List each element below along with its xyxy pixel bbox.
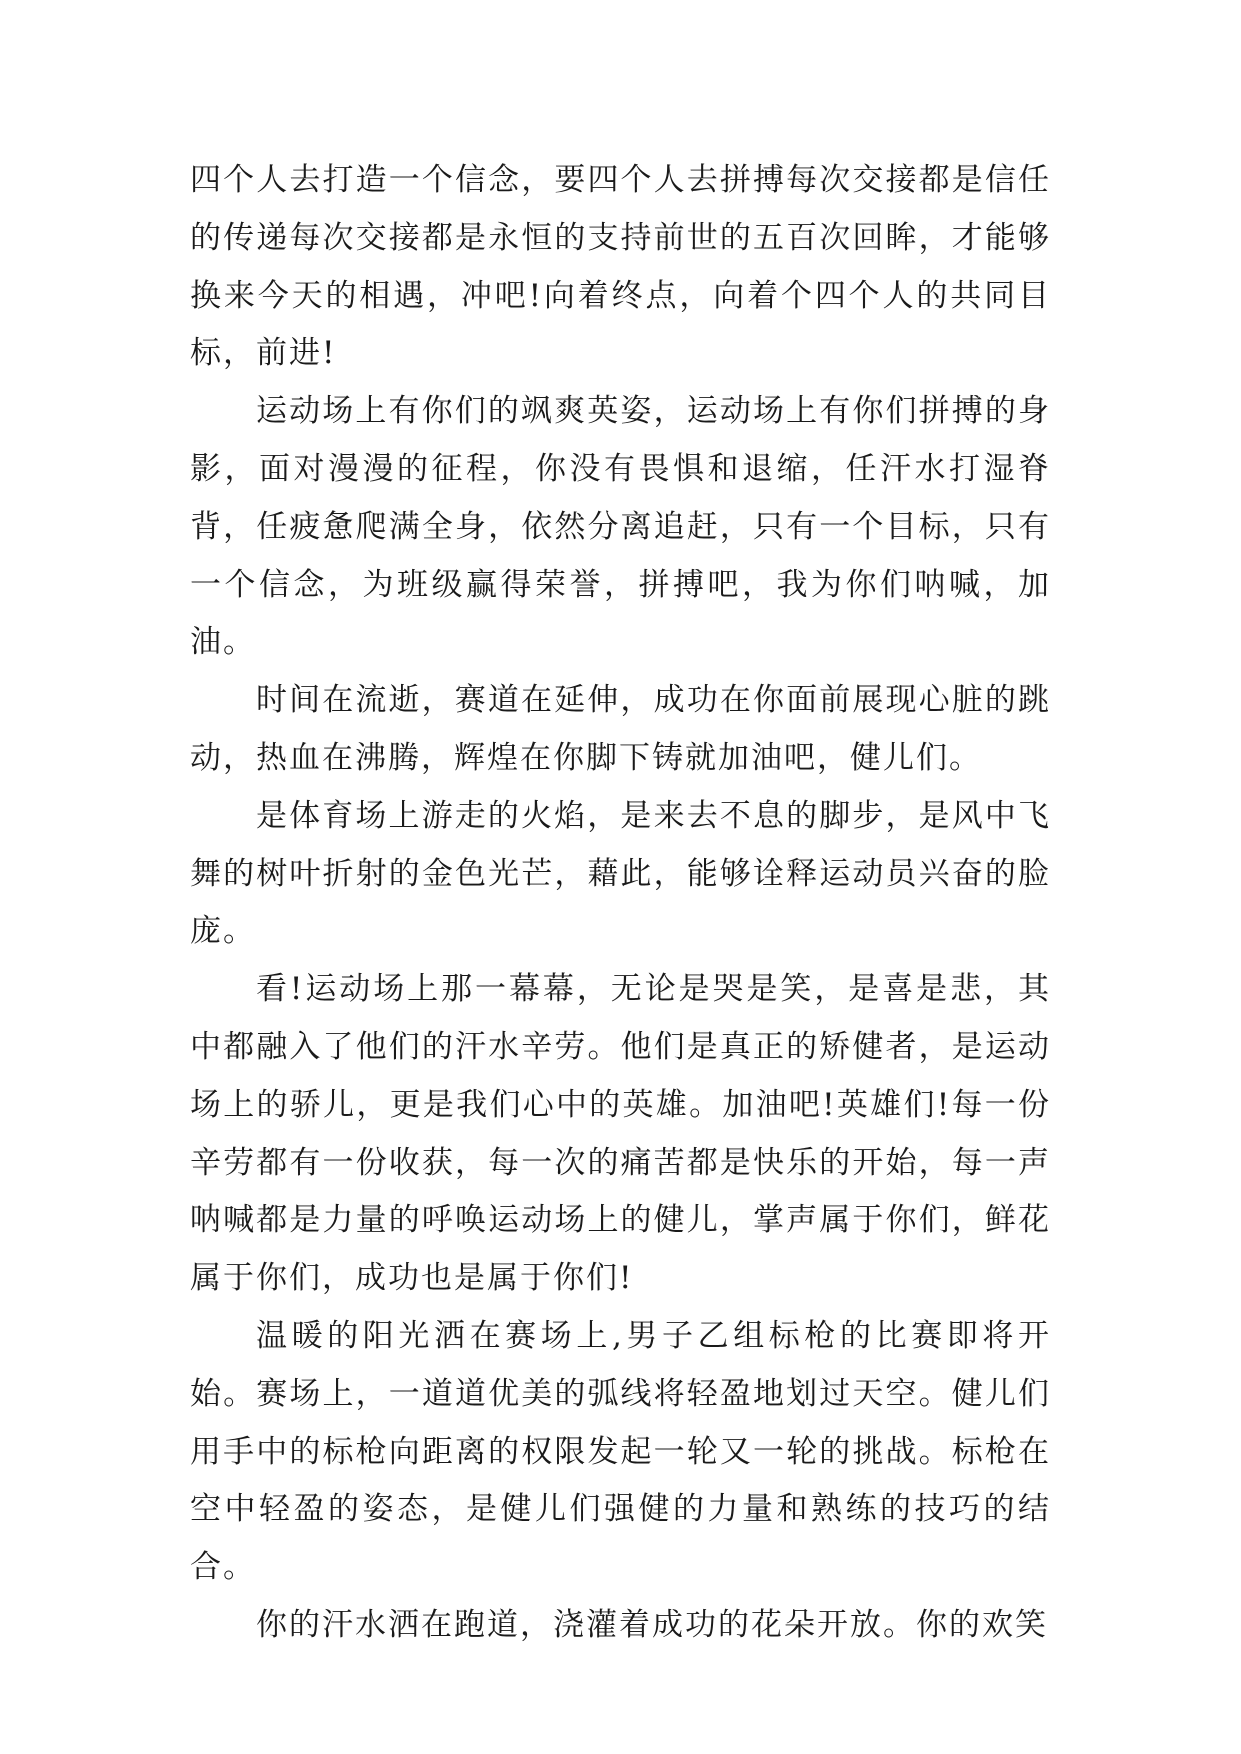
paragraph-7: 你的汗水洒在跑道，浇灌着成功的花朵开放。你的欢笑 bbox=[256, 1606, 1048, 1643]
document-body bbox=[190, 152, 1051, 1655]
paragraph-6: 温暖的阳光洒在赛场上,男子乙组标枪的比赛即将开始。赛场上，一道道优美的弧线将轻盈地划过天空。健儿们用手中的标枪向距离的权限发起一轮又一轮的挑战。标枪在空中轻盈的姿态，是健儿们强健的力量和熟练的技巧的结合。 bbox=[190, 1317, 1051, 1586]
paragraph-3: 时间在流逝，赛道在延伸，成功在你面前展现心脏的跳动，热血在沸腾，辉煌在你脚下铸就加油吧，健儿们。 bbox=[190, 682, 1051, 776]
paragraph-4: 是体育场上游走的火焰，是来去不息的脚步，是风中飞舞的树叶折射的金色光芒，藉此，能够诠释运动员兴奋的脸庞。 bbox=[190, 797, 1051, 950]
paragraph-1: 四个人去打造一个信念，要四个人去拼搏每次交接都是信任的传递每次交接都是永恒的支持前世的五百次回眸，才能够换来今天的相遇，冲吧!向着终点，向着个四个人的共同目标，前进! bbox=[190, 162, 1051, 372]
paragraph-2: 运动场上有你们的飒爽英姿，运动场上有你们拼搏的身影，面对漫漫的征程，你没有畏惧和退缩，任汗水打湿脊背，任疲惫爬满全身，依然分离追赶，只有一个目标，只有一个信念，为班级赢得荣誉，拼搏吧，我为你们呐喊，加油。 bbox=[190, 393, 1051, 661]
paragraph-5: 看!运动场上那一幕幕，无论是哭是笑，是喜是悲，其中都融入了他们的汗水辛劳。他们是真正的矫健者，是运动场上的骄儿，更是我们心中的英雄。加油吧!英雄们!每一份辛劳都有一份收获，每一次的痛苦都是快乐的开始，每一声呐喊都是力量的呼唤运动场上的健儿，掌声属于你们，鲜花属于你们，成功也是属于你们! bbox=[190, 971, 1051, 1297]
